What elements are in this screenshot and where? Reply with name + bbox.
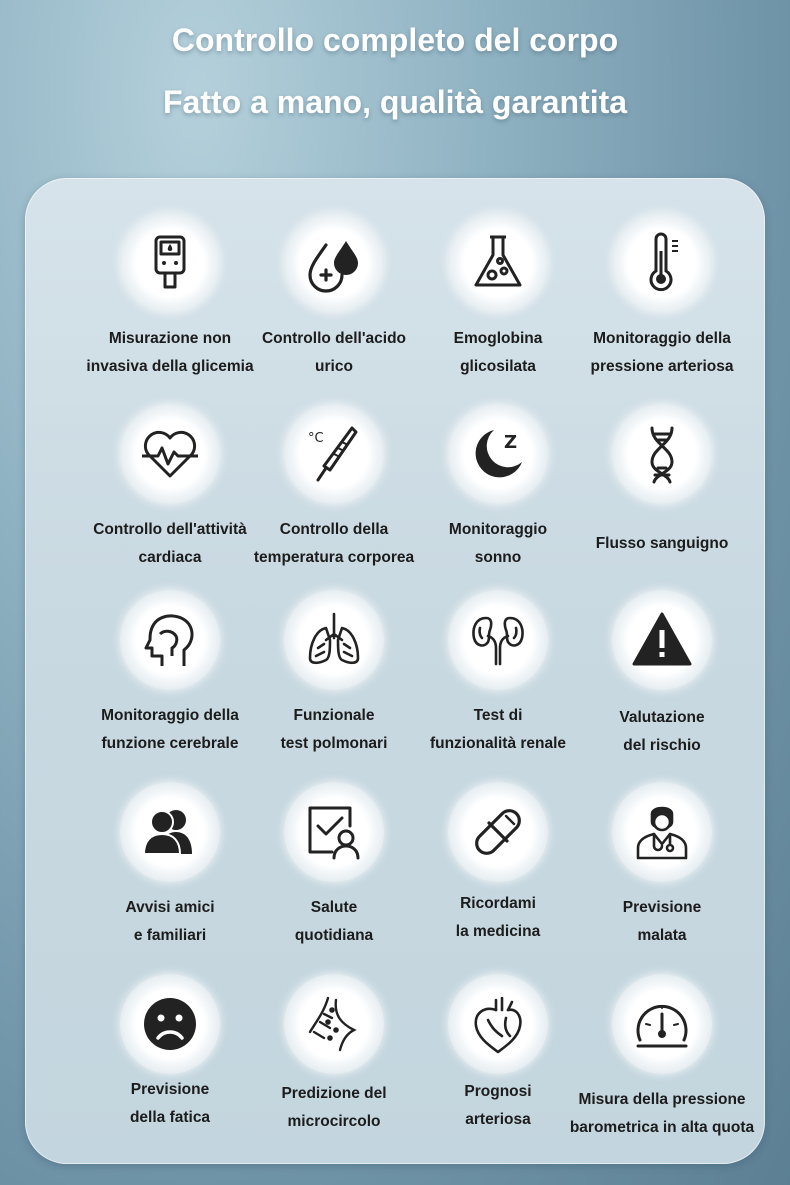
feature-label: Valutazione del rischio — [619, 709, 705, 754]
moon-sleep-icon — [448, 404, 548, 504]
feature-label: Funzionale test polmonari — [280, 707, 388, 752]
kidneys-icon — [448, 590, 548, 690]
feature-item — [567, 974, 757, 1164]
feature-label: Monitoraggio sonno — [448, 521, 548, 566]
feature-label: Salute quotidiana — [294, 899, 374, 944]
feature-label: Misurazione non invasiva della glicemia — [86, 330, 254, 375]
feature-label: Predizione del microcircolo — [281, 1085, 387, 1130]
feature-label: Controllo della temperatura corporea — [253, 521, 415, 566]
feature-label: Monitoraggio della funzione cerebrale — [101, 707, 239, 752]
feature-item — [567, 404, 757, 594]
microcirculation-icon — [284, 974, 384, 1074]
feature-item — [567, 590, 757, 780]
features-panel — [25, 178, 765, 1164]
feature-label: Monitoraggio della pressione arteriosa — [590, 330, 734, 375]
feature-item — [403, 404, 593, 594]
head-profile-icon — [120, 590, 220, 690]
doctor-icon — [612, 782, 712, 882]
feature-label: Previsione della fatica — [129, 1081, 211, 1126]
dna-icon — [612, 404, 712, 504]
body-thermometer-icon — [284, 404, 384, 504]
page-title: Controllo completo del corpo — [171, 22, 619, 58]
feature-label: Misura della pressione barometrica in alta quota — [569, 1091, 755, 1136]
feature-label: Prognosi arteriosa — [464, 1083, 532, 1128]
heart-pulse-icon — [120, 404, 220, 504]
gauge-icon — [612, 974, 712, 1074]
feature-item — [567, 213, 757, 403]
heart-organ-icon — [448, 974, 548, 1074]
flask-icon — [448, 213, 548, 313]
glucometer-icon — [120, 213, 220, 313]
feature-item — [239, 974, 429, 1164]
svg-text:Z: Z — [504, 432, 518, 453]
people-icon — [120, 782, 220, 882]
feature-label: Test di funzionalità renale — [429, 707, 567, 752]
feature-label: Controllo dell'attività cardiaca — [93, 521, 247, 566]
sad-face-icon — [120, 974, 220, 1074]
feature-label: Ricordami la medicina — [455, 895, 541, 940]
checklist-person-icon — [284, 782, 384, 882]
page-subtitle: Fatto a mano, qualità garantita — [162, 84, 628, 120]
warning-icon — [612, 590, 712, 690]
lungs-icon — [284, 590, 384, 690]
feature-label: Previsione malata — [622, 899, 702, 944]
svg-text:°C: °C — [308, 431, 324, 446]
feature-label: Avvisi amici e familiari — [125, 899, 215, 944]
feature-label: Controllo dell'acido urico — [261, 330, 407, 375]
feature-label: Emoglobina glicosilata — [453, 330, 543, 375]
blood-drops-icon — [284, 213, 384, 313]
pill-icon — [448, 782, 548, 882]
thermometer-icon — [612, 213, 712, 313]
feature-item — [567, 782, 757, 972]
feature-label: Flusso sanguigno — [595, 535, 729, 552]
